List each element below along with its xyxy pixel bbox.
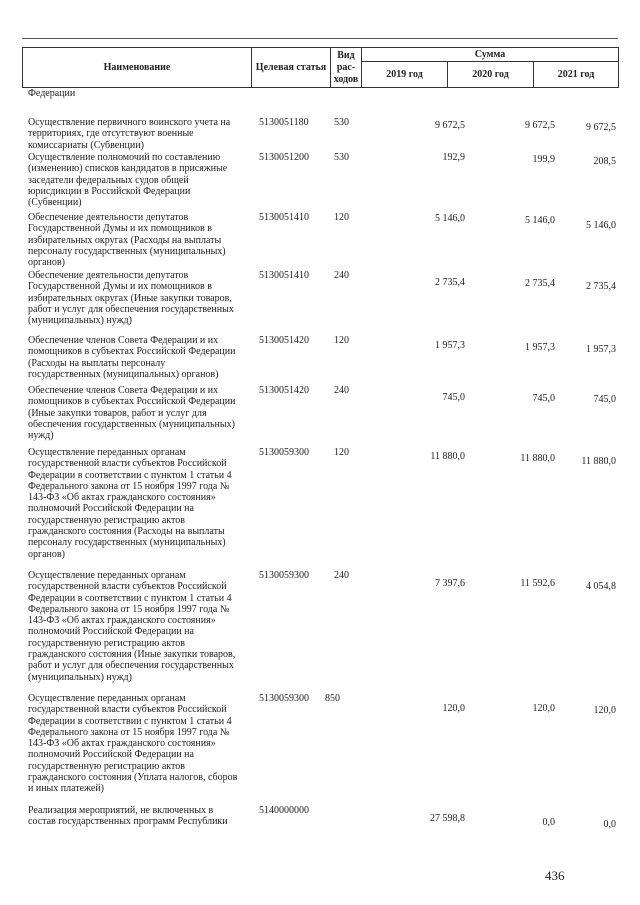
row-name: Осуществление переданных органам государственной власти субъектов Российской Федерации в соответствии с пунктом 1 статьи 4 Федерального закона от 15 ноября 1997 года № 143-ФЗ «Об актах гражданского состояния» полномочий Российской Федерации на государственную регистрацию актов гражданского состояния (Расходы на выплаты персоналу государственных (муниципальных) органов)	[28, 447, 232, 560]
row-amount-2020: 5 146,0	[525, 215, 555, 226]
page-number: 436	[545, 868, 565, 883]
row-vid: 120	[334, 212, 349, 223]
row-name: Обеспечение членов Совета Федерации и их помощников в субъектах Российской Федерации (Иные закупки товаров, работ и услуг для обеспечения государственных (муниципальных) нужд)	[28, 385, 236, 442]
row-code: 5130059300	[259, 570, 309, 581]
row-amount-2020: 9 672,5	[525, 120, 555, 131]
row-amount-2019: 9 672,5	[435, 120, 465, 131]
carryover-text: Федерации	[28, 88, 76, 99]
row-amount-2021: 2 735,4	[586, 281, 616, 292]
row-amount-2021: 1 957,3	[586, 344, 616, 355]
row-amount-2021: 9 672,5	[586, 122, 616, 133]
row-vid: 850	[325, 693, 340, 704]
row-code: 5130051420	[259, 385, 309, 396]
row-code: 5130051420	[259, 335, 309, 346]
row-code: 5130059300	[259, 693, 309, 704]
row-amount-2019: 7 397,6	[435, 578, 465, 589]
row-name: Осуществление переданных органам государственной власти субъектов Российской Федерации в соответствии с пунктом 1 статьи 4 Федерального закона от 15 ноября 1997 года № 143-ФЗ «Об актах гражданского состояния» полномочий Российской Федерации на государственную регистрацию актов гражданского состояния (Иные закупки товаров, работ и услуг для обеспечения государственных (муниципальных) нужд)	[28, 570, 236, 683]
budget-table-header	[22, 47, 619, 88]
row-amount-2020: 11 880,0	[520, 453, 555, 464]
row-amount-2020: 11 592,6	[520, 578, 555, 589]
header-year-2019: 2019 год	[362, 62, 448, 88]
row-name: Реализация мероприятий, не включенных в состав государственных программ Республики	[28, 805, 228, 828]
row-vid: 120	[334, 447, 349, 458]
row-amount-2020: 2 735,4	[525, 278, 555, 289]
header-sum: Сумма	[362, 48, 619, 62]
row-amount-2021: 208,5	[593, 156, 616, 167]
row-name: Обеспечение членов Совета Федерации и их помощников в субъектах Российской Федерации (Расходы на выплаты персоналу государственных (муниципальных) органов)	[28, 335, 236, 380]
row-amount-2020: 0,0	[542, 817, 555, 828]
row-name: Осуществление полномочий по составлению (изменению) списков кандидатов в присяжные заседатели федеральных судов общей юрисдикции в Российской Федерации (Субвенции)	[28, 152, 228, 209]
row-amount-2019: 11 880,0	[430, 451, 465, 462]
top-rule	[22, 38, 618, 39]
row-amount-2020: 120,0	[532, 703, 555, 714]
row-amount-2019: 2 735,4	[435, 277, 465, 288]
row-vid: 240	[334, 385, 349, 396]
row-vid: 530	[334, 152, 349, 163]
row-amount-2019: 27 598,8	[430, 813, 465, 824]
row-code: 5130051410	[259, 270, 309, 281]
row-amount-2021: 745,0	[593, 394, 616, 405]
row-amount-2019: 745,0	[442, 392, 465, 403]
row-amount-2019: 120,0	[442, 703, 465, 714]
row-amount-2020: 199,9	[532, 154, 555, 165]
row-amount-2021: 0,0	[603, 819, 616, 830]
row-amount-2020: 1 957,3	[525, 342, 555, 353]
row-amount-2021: 4 054,8	[586, 581, 616, 592]
header-year-2020: 2020 год	[448, 62, 534, 88]
row-name: Осуществление первичного воинского учета на территориях, где отсутствуют военные комиссариаты (Субвенции)	[28, 117, 231, 151]
row-vid: 120	[334, 335, 349, 346]
row-amount-2021: 120,0	[593, 705, 616, 716]
row-amount-2021: 5 146,0	[586, 220, 616, 231]
row-amount-2020: 745,0	[532, 393, 555, 404]
row-vid: 240	[334, 570, 349, 581]
row-amount-2019: 192,9	[442, 152, 465, 163]
row-vid: 240	[334, 270, 349, 281]
row-code: 5130059300	[259, 447, 309, 458]
row-code: 5140000000	[259, 805, 309, 816]
row-amount-2019: 5 146,0	[435, 213, 465, 224]
header-name: Наименование	[23, 48, 252, 88]
row-amount-2019: 1 957,3	[435, 340, 465, 351]
row-code: 5130051200	[259, 152, 309, 163]
row-amount-2021: 11 880,0	[581, 456, 616, 467]
row-name: Обеспечение деятельности депутатов Государственной Думы и их помощников в избирательных округах (Расходы на выплаты персоналу государственных (муниципальных) органов)	[28, 212, 226, 269]
row-vid: 530	[334, 117, 349, 128]
row-code: 5130051180	[259, 117, 309, 128]
header-vid: Вид рас-ходов	[331, 48, 362, 88]
header-year-2021: 2021 год	[534, 62, 619, 88]
row-code: 5130051410	[259, 212, 309, 223]
row-name: Осуществление переданных органам государственной власти субъектов Российской Федерации в соответствии с пунктом 1 статьи 4 Федерального закона от 15 ноября 1997 года № 143-ФЗ «Об актах гражданского состояния» полномочий Российской Федерации на государственную регистрацию актов гражданского состояния (Уплата налогов, сборов и иных платежей)	[28, 693, 238, 795]
header-code: Целевая статья	[252, 48, 331, 88]
row-name: Обеспечение деятельности депутатов Государственной Думы и их помощников в избирательных округах (Иные закупки товаров, работ и услуг для обеспечения государственных (муниципальных) нужд)	[28, 270, 234, 327]
